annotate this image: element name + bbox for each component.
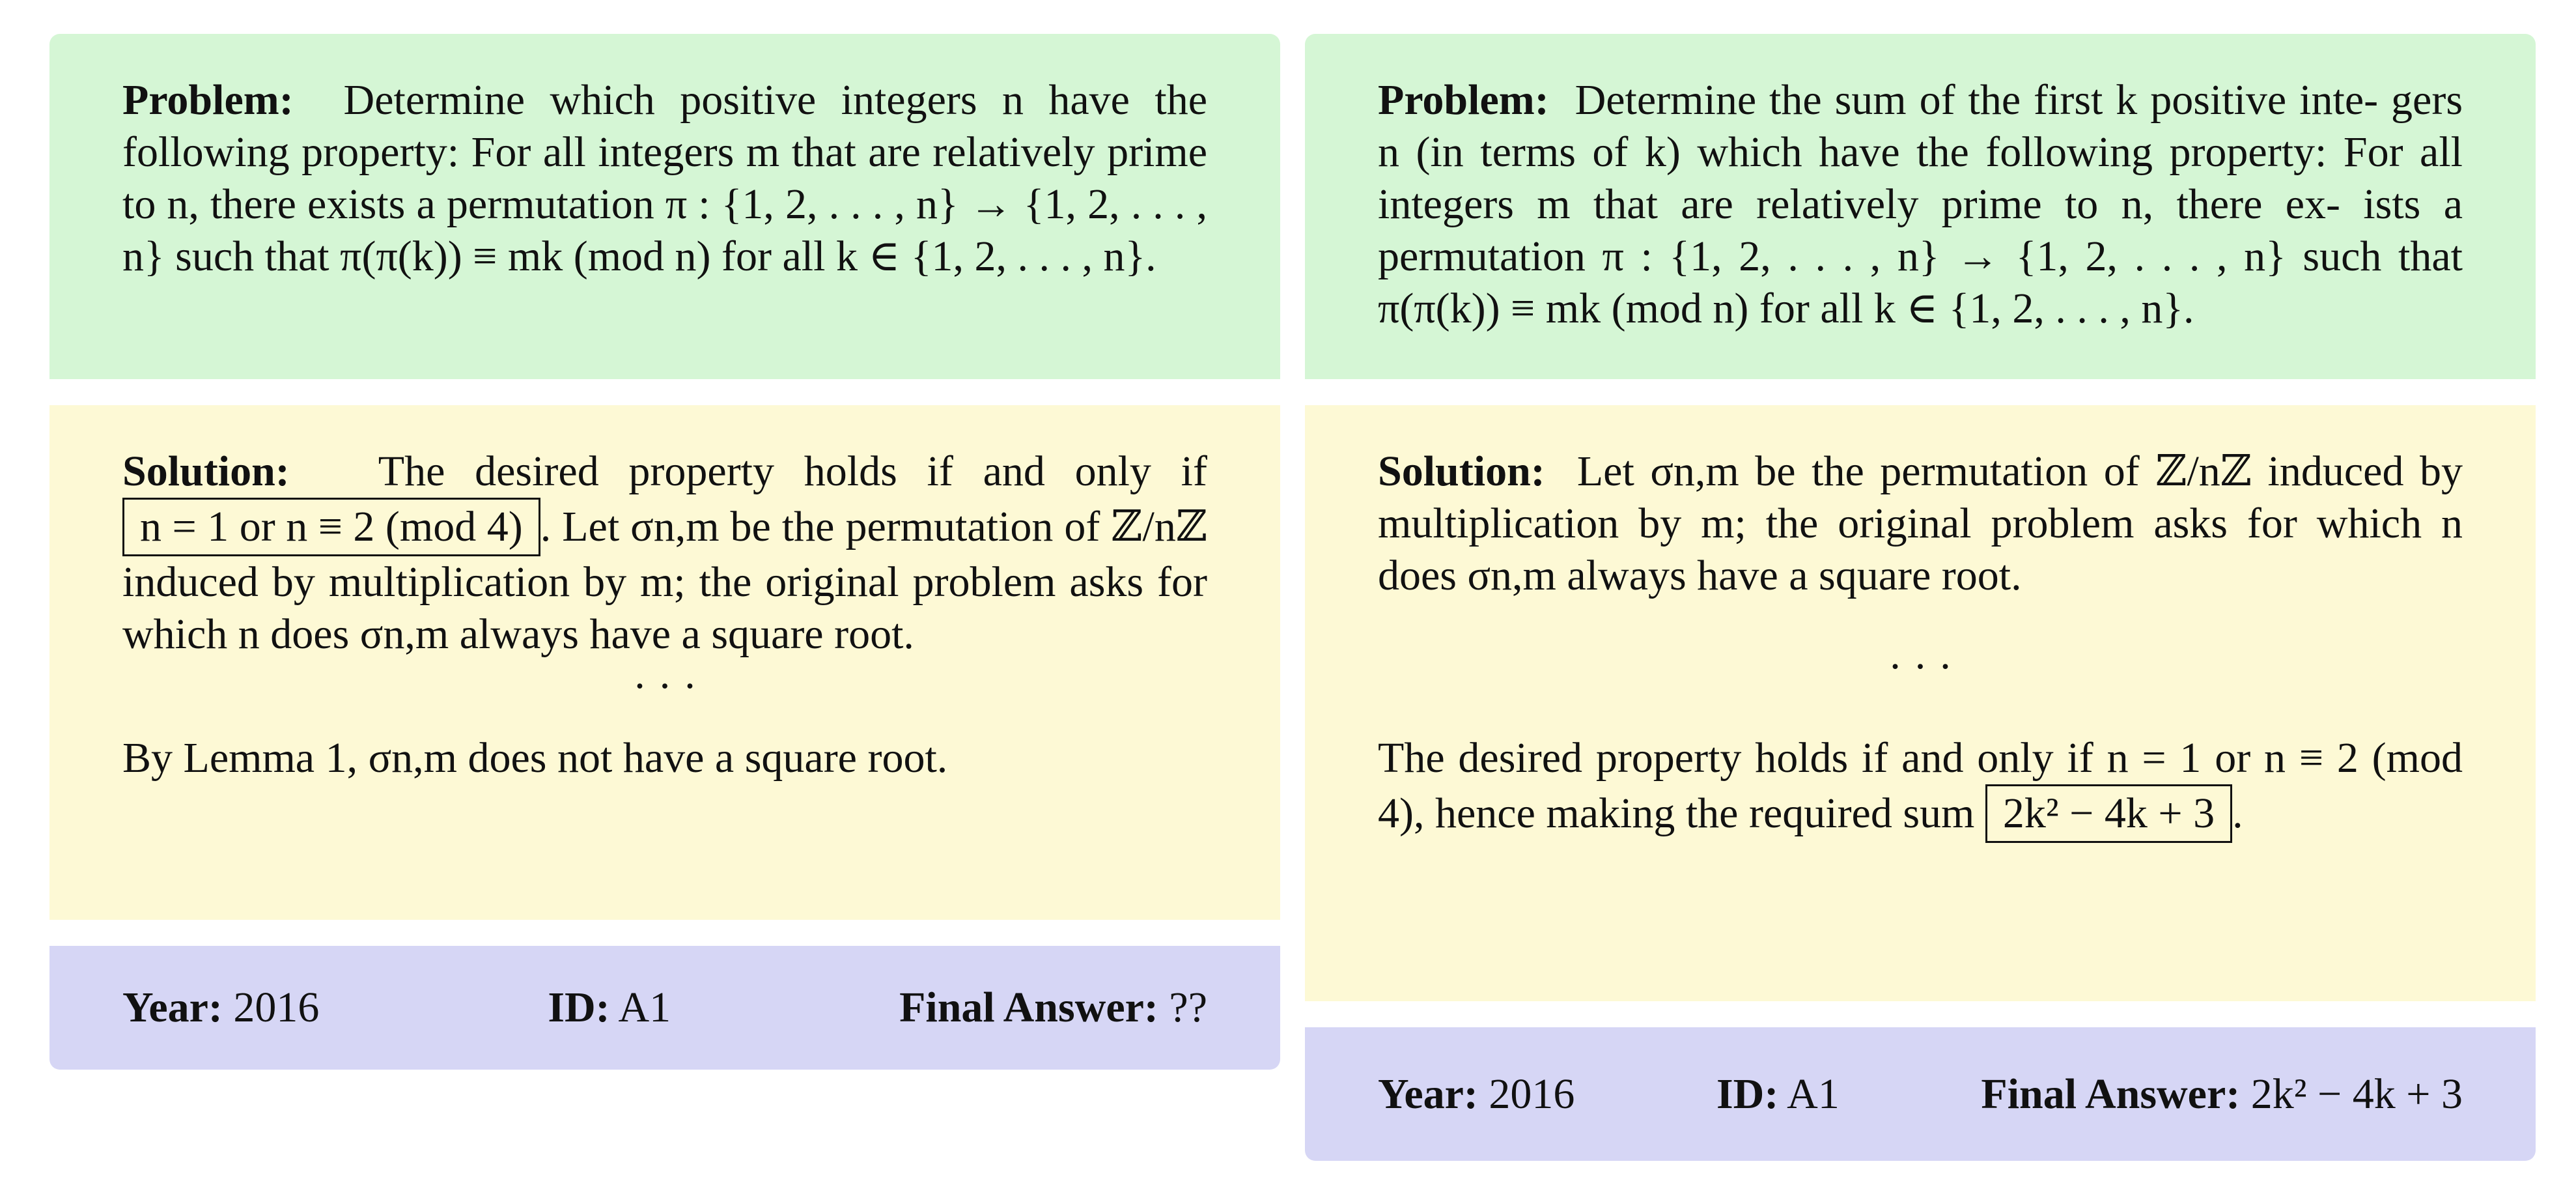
solution-label: Solution:: [1378, 448, 1545, 495]
solution-panel: [1305, 405, 2536, 1001]
solution-lead: The desired property holds if and only if: [378, 448, 1207, 495]
final-answer-value: ??: [1169, 984, 1207, 1031]
problem-line-2: following property: For all integers m that are relatively: [122, 128, 1095, 176]
year-value: 2016: [233, 984, 320, 1031]
boxed-answer: 2k² − 4k + 3: [1985, 784, 2232, 843]
solution-label: Solution:: [122, 448, 290, 495]
final-answer-field: Final Answer: 2k² − 4k + 3: [1981, 1070, 2463, 1118]
ellipsis: · · ·: [632, 662, 697, 710]
modified-card: [1305, 34, 2536, 1161]
id-field: ID: A1: [548, 984, 671, 1031]
problem-text: [1378, 74, 2463, 335]
problem-line-5: k ∈ {1, 2, . . . , n}.: [835, 233, 1156, 280]
problem-line-5: that π(π(k)) ≡ mk (mod n) for all k ∈ {1, 2, . . . , n}.: [1378, 233, 2463, 332]
meta-bar: [1305, 1027, 2536, 1161]
problem-line-3: For all integers m that are relatively prime to n, there ex-: [1378, 128, 2463, 228]
year-field: Year: 2016: [1378, 1070, 1575, 1118]
id-value: A1: [1787, 1070, 1840, 1118]
problem-line-4: {1, 2, . . . , n} such that π(π(k)) ≡ mk (mod n) for all: [122, 180, 1207, 280]
id-field: ID: A1: [1716, 1070, 1840, 1118]
lemma-line: By Lemma 1, σn,m does not have a square root.: [122, 734, 948, 782]
problem-line-1: Determine the sum of the first k positive inte-: [1575, 76, 2379, 124]
problem-line-2: gers n (in terms of k) which have the following property:: [1378, 76, 2463, 176]
desired-body: The desired property holds if and only if n = 1 or n ≡ 2 (mod 4), hence making the required sum: [1378, 734, 2463, 837]
desired-text: The desired property holds if and only if n = 1 or n ≡ 2 (mod 4), hence making the required sum 2k² − 4k + 3 .: [1378, 732, 2463, 843]
id-value: A1: [618, 984, 671, 1031]
solution-text: [1378, 446, 2463, 602]
problem-panel: [49, 34, 1280, 379]
problem-line-1: Determine which positive integers n have the: [343, 76, 1207, 124]
problem-line-3: prime to n, there exists a permutation π : {1, 2, . . . , n} →: [122, 128, 1208, 228]
boxed-answer: n = 1 or n ≡ 2 (mod 4): [122, 498, 540, 556]
final-answer-value: 2k² − 4k + 3: [2250, 1070, 2463, 1118]
problem-label: Problem:: [1378, 76, 1549, 124]
year-value: 2016: [1489, 1070, 1575, 1118]
final-answer-field: Final Answer: ??: [899, 984, 1207, 1031]
solution-text: [122, 446, 1207, 661]
solution-body: . Let σn,m be the permutation of ℤ/nℤ induced by multiplication by m; the original problem asks for which n does σn,m always have a square root.: [122, 503, 1207, 658]
year-field: Year: 2016: [122, 984, 320, 1031]
problem-panel: [1305, 34, 2536, 379]
ellipsis: · · ·: [1888, 643, 1953, 691]
problem-text: [122, 74, 1207, 283]
solution-body: Let σn,m be the permutation of ℤ/nℤ induced by multiplication by m; the original problem asks for which n does σn,m always have a square root.: [1378, 448, 2463, 599]
solution-panel: [49, 405, 1280, 920]
original-card: [49, 34, 1280, 1070]
problem-line-4: ists a permutation π : {1, 2, . . . , n} → {1, 2, . . . , n} such: [1378, 180, 2463, 280]
meta-bar: [49, 946, 1280, 1070]
problem-label: Problem:: [122, 76, 294, 124]
